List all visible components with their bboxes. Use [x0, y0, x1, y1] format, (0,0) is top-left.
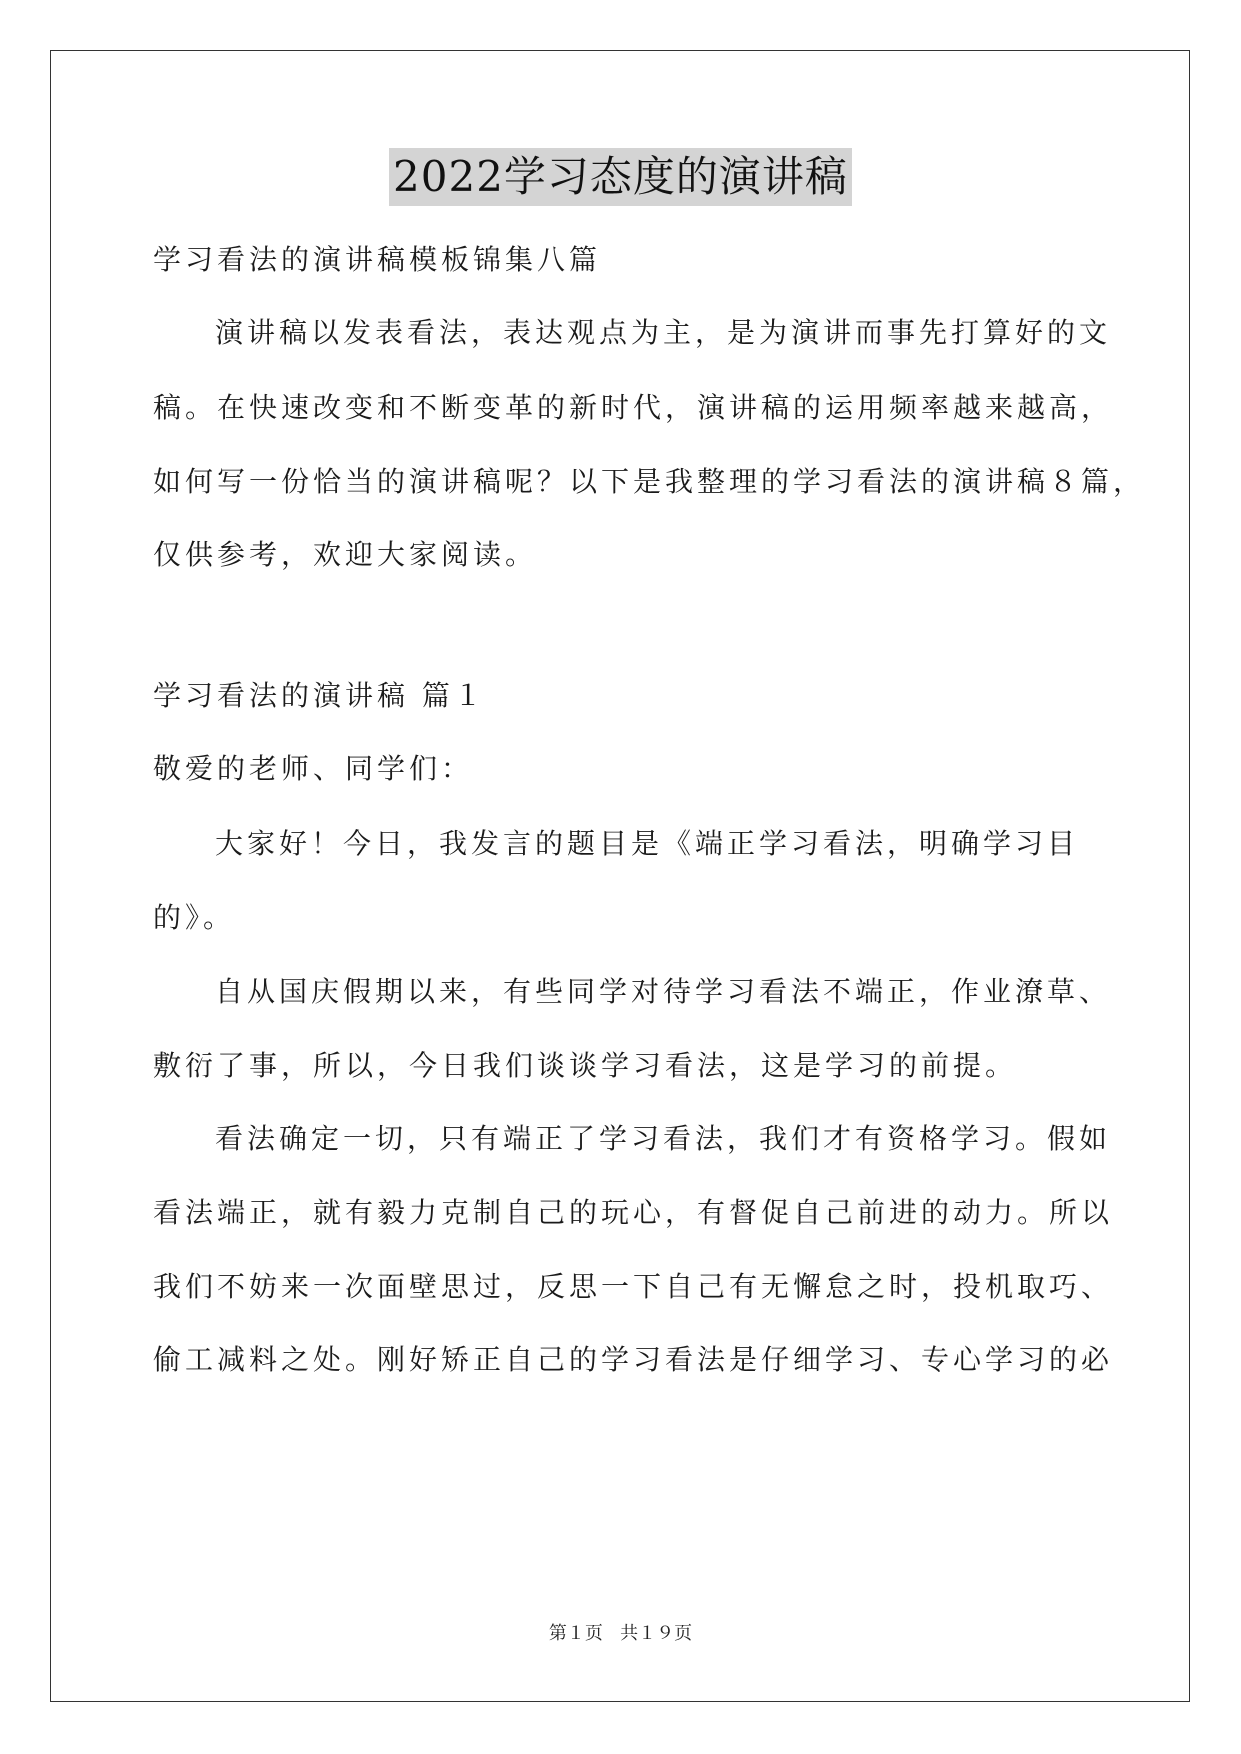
paragraph-line: 演讲稿以发表看法，表达观点为主，是为演讲而事先打算好的文: [215, 316, 1112, 349]
paragraph-line: 看法确定一切，只有端正了学习看法，我们才有资格学习。假如: [215, 1122, 1112, 1155]
paragraph-line: 敷衍了事，所以，今日我们谈谈学习看法，这是学习的前提。: [153, 1049, 1018, 1082]
paragraph-line: 偷工减料之处。刚好矫正自己的学习看法是仔细学习、专心学习的必: [153, 1343, 1114, 1376]
document-title: 2022学习态度的演讲稿: [389, 148, 852, 206]
paragraph-line: 的》。: [153, 901, 236, 934]
page-border: [50, 50, 1190, 1702]
paragraph-line: 如何写一份恰当的演讲稿呢？以下是我整理的学习看法的演讲稿８篇，: [153, 465, 1146, 498]
paragraph-line: 稿。在快速改变和不断变革的新时代，演讲稿的运用频率越来越高，: [153, 391, 1114, 424]
page-footer: 第１页 共１９页: [548, 1623, 693, 1644]
paragraph-line: 自从国庆假期以来，有些同学对待学习看法不端正，作业潦草、: [215, 975, 1112, 1008]
section-heading: 学习看法的演讲稿 篇１: [153, 679, 486, 712]
paragraph-line: 仅供参考，欢迎大家阅读。: [153, 538, 538, 571]
paragraph-line: 看法端正，就有毅力克制自己的玩心，有督促自己前进的动力。所以: [153, 1196, 1114, 1229]
title-container: [0, 148, 1241, 206]
paragraph-line: 大家好！今日，我发言的题目是《端正学习看法，明确学习目: [215, 827, 1080, 860]
salutation: 敬爱的老师、同学们：: [153, 752, 474, 785]
paragraph-line: 我们不妨来一次面壁思过，反思一下自己有无懈怠之时，投机取巧、: [153, 1270, 1114, 1303]
document-subtitle: 学习看法的演讲稿模板锦集八篇: [153, 243, 602, 276]
